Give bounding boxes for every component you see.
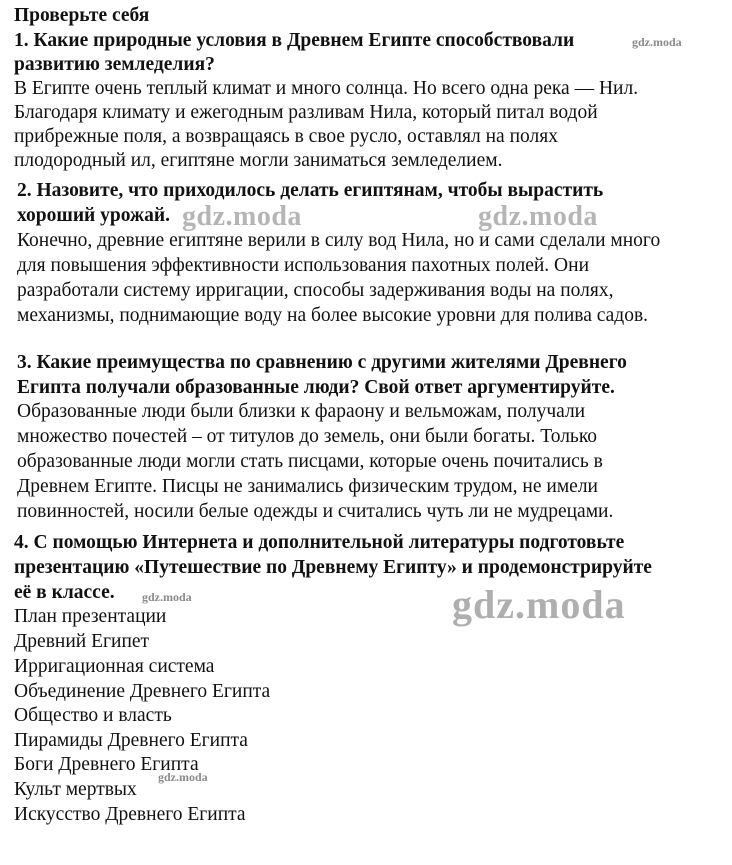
answer-2-line-3: разработали систему ирригации, способы задерживания воды на полях,: [17, 280, 614, 301]
watermark: gdz.moda: [632, 35, 682, 49]
question-1-line-2: развитию земледелия?: [14, 54, 215, 75]
plan-item: Искусство Древнего Египта: [14, 804, 246, 825]
plan-item: Боги Древнего Египта: [14, 754, 199, 775]
question-4-line-1: 4. С помощью Интернета и дополнительной литературы подготовьте: [14, 532, 625, 553]
question-3-line-2: Египта получали образованные люди? Свой ответ аргументируйте.: [17, 377, 615, 398]
answer-2-line-1: Конечно, древние египтяне верили в силу вод Нила, но и сами сделали много: [17, 230, 661, 251]
answer-1-line-1: В Египте очень теплый климат и много солнца. Но всего одна река — Нил.: [14, 78, 639, 99]
watermark: gdz.moda: [478, 201, 598, 232]
plan-title: План презентации: [14, 606, 167, 627]
question-4-line-3: её в классе.: [14, 582, 115, 603]
question-3-line-1: 3. Какие преимущества по сравнению с другими жителями Древнего: [17, 352, 627, 373]
watermark: gdz.moda: [142, 590, 192, 604]
plan-item: Пирамиды Древнего Египта: [14, 730, 248, 751]
answer-1-line-2: Благодаря климату и ежегодным разливам Нила, который питал водой: [14, 102, 598, 123]
watermark: gdz.moda: [452, 582, 626, 627]
plan-item: Культ мертвых: [14, 779, 137, 800]
watermark: gdz.moda: [158, 770, 208, 784]
answer-3-line-5: повинностей, носили белые одежды и считались чуть ли не мудрецами.: [17, 501, 614, 522]
question-4-line-2: презентацию «Путешествие по Древнему Египту» и продемонстрируйте: [14, 557, 652, 578]
answer-3-line-4: Древнем Египте. Писцы не занимались физическим трудом, не имели: [17, 476, 598, 497]
answer-2-line-2: для повышения эффективности использования пахотных полей. Они: [17, 255, 590, 276]
section-title: Проверьте себя: [14, 5, 150, 26]
answer-2-line-4: механизмы, поднимающие воду на более высокие уровни для полива садов.: [17, 305, 649, 326]
question-2-line-1: 2. Назовите, что приходилось делать египтянам, чтобы вырастить: [17, 180, 604, 201]
plan-item: Общество и власть: [14, 705, 172, 726]
answer-1-line-3: прибрежные поля, а возвращаясь в свое русло, оставлял на полях: [14, 126, 558, 147]
question-2-line-2: хороший урожай.: [17, 205, 171, 226]
answer-3-line-3: образованные люди могли стать писцами, которые очень почитались в: [17, 451, 603, 472]
plan-item: Объединение Древнего Египта: [14, 681, 271, 702]
answer-1-line-4: плодородный ил, египтяне могли заниматься земледелием.: [14, 150, 503, 171]
plan-item: Ирригационная система: [14, 656, 215, 677]
question-1-line-1: 1. Какие природные условия в Древнем Египте способствовали: [14, 30, 575, 51]
watermark: gdz.moda: [182, 201, 302, 232]
plan-item: Древний Египет: [14, 631, 150, 652]
answer-3-line-2: множество почестей – от титулов до земель, они были богаты. Только: [17, 426, 598, 447]
answer-3-line-1: Образованные люди были близки к фараону и вельможам, получали: [17, 401, 586, 422]
